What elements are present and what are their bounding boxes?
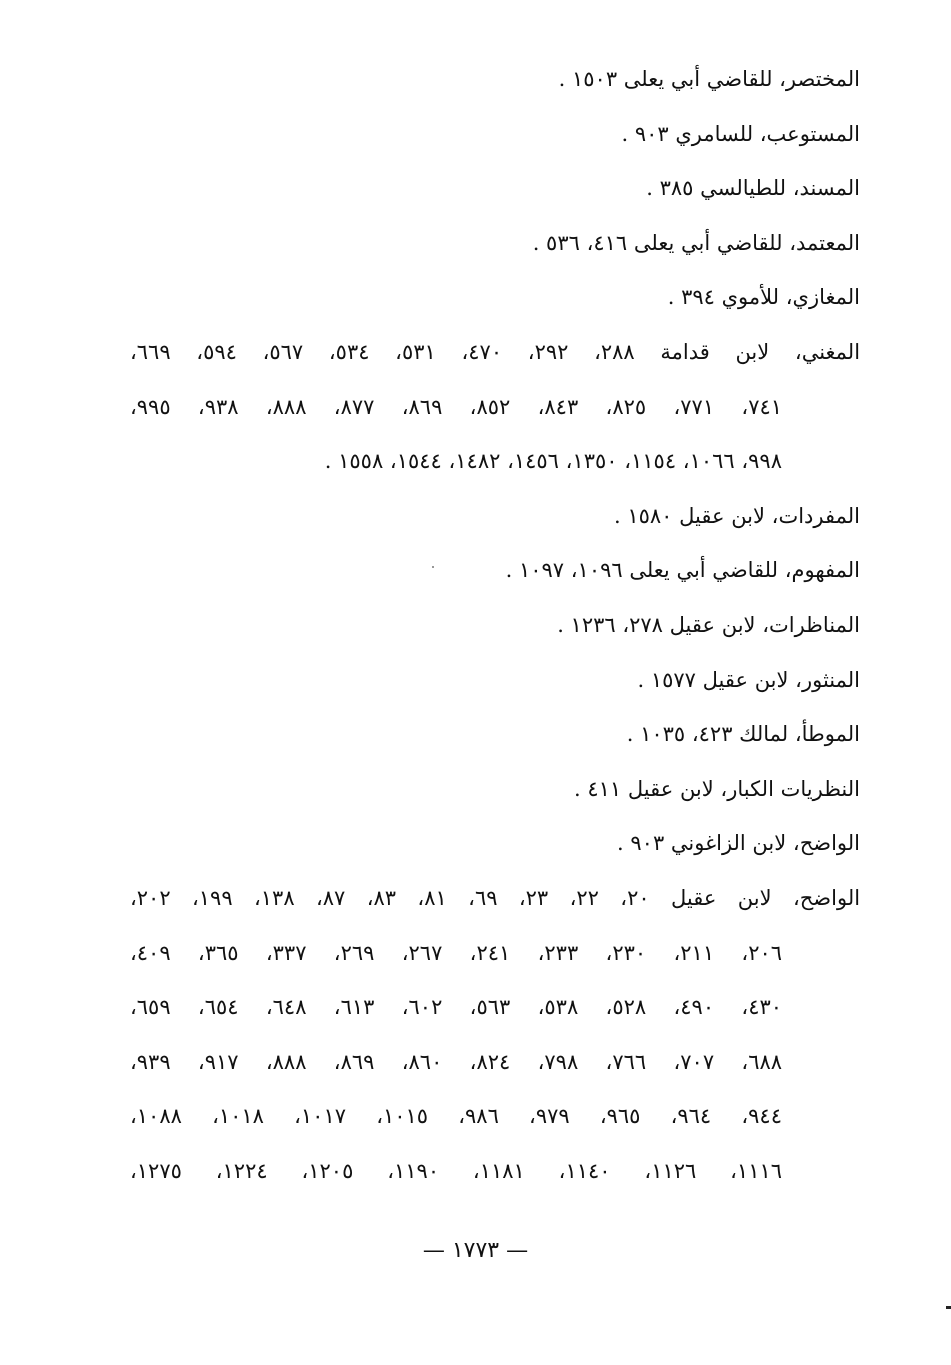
entry-wadih-aqil-continued-2: ٤٣٠، ٤٩٠، ٥٢٨، ٥٣٨، ٥٦٣، ٦٠٢، ٦١٣، ٦٤٨، ٦٥٤، ٦٥٩، bbox=[130, 995, 783, 1020]
entry-manthur: المنثور، لابن عقيل ١٥٧٧ . bbox=[637, 667, 860, 692]
entry-wadih-zaghuni: الواضح، لابن الزاغوني ٩٠٣ . bbox=[617, 831, 860, 856]
bibliography-index bbox=[130, 52, 860, 1198]
entry-mustawab: المستوعب، للسامري ٩٠٣ . bbox=[621, 121, 860, 146]
scan-speck bbox=[432, 566, 434, 568]
entry-mukhtasar: المختصر، للقاضي أبي يعلى ١٥٠٣ . bbox=[558, 67, 860, 91]
entry-wadih-aqil: الواضح، لابن عقيل ٢٠، ٢٢، ٢٣، ٦٩، ٨١، ٨٣، ٨٧، ١٣٨، ١٩٩، ٢٠٢، bbox=[130, 885, 860, 910]
entry-wadih-aqil-continued-4: ٩٤٤، ٩٦٤، ٩٦٥، ٩٧٩، ٩٨٦، ١٠١٥، ١٠١٧، ١٠١٨، ١٠٨٨، bbox=[130, 1104, 782, 1129]
entry-mufradat: المفردات، لابن عقيل ١٥٨٠ . bbox=[613, 503, 860, 528]
entry-wadih-aqil-continued-5: ١١١٦، ١١٢٦، ١١٤٠، ١١٨١، ١١٩٠، ١٢٠٥، ١٢٢٤، ١٢٧٥، bbox=[130, 1158, 783, 1183]
entry-mughni: المغني، لابن قدامة ٢٨٨، ٢٩٢، ٤٧٠، ٥٣١، ٥٣٤، ٥٦٧، ٥٩٤، ٦٦٩، bbox=[130, 339, 860, 364]
entry-mafhum: المفهوم، للقاضي أبي يعلى ١٠٩٦، ١٠٩٧ . bbox=[505, 558, 860, 583]
entry-maghazi: المغازي، للأموي ٣٩٤ . bbox=[667, 285, 860, 310]
entry-muwatta: الموطأ، لمالك ٤٢٣، ١٠٣٥ . bbox=[626, 722, 860, 747]
entry-munazarat: المناظرات، لابن عقيل ٢٧٨، ١٢٣٦ . bbox=[557, 612, 860, 637]
entry-mughni-continued-2: ٩٩٨، ١٠٦٦، ١١٥٤، ١٣٥٠، ١٤٥٦، ١٤٨٢، ١٥٤٤، ١٥٥٨ . bbox=[324, 449, 782, 474]
entry-nazariyat-kibar: النظريات الكبار، لابن عقيل ٤١١ . bbox=[574, 776, 860, 801]
entry-musnad: المسند، للطيالسي ٣٨٥ . bbox=[646, 176, 860, 201]
entry-wadih-aqil-continued-1: ٢٠٦، ٢١١، ٢٣٠، ٢٣٣، ٢٤١، ٢٦٧، ٢٦٩، ٣٣٧، ٣٦٥، ٤٠٩، bbox=[130, 940, 783, 965]
entry-mutamad: المعتمد، للقاضي أبي يعلى ٤١٦، ٥٣٦ . bbox=[532, 230, 860, 255]
entry-mughni-continued-1: ٧٤١، ٧٧١، ٨٢٥، ٨٤٣، ٨٥٢، ٨٦٩، ٨٧٧، ٨٨٨، ٩٣٨، ٩٩٥، bbox=[130, 394, 783, 419]
page-number: — ١٧٧٣ — bbox=[422, 1238, 529, 1263]
margin-mark bbox=[946, 1306, 951, 1309]
entry-wadih-aqil-continued-3: ٦٨٨، ٧٠٧، ٧٦٦، ٧٩٨، ٨٢٤، ٨٦٠، ٨٦٩، ٨٨٨، ٩١٧، ٩٣٩، bbox=[130, 1049, 783, 1074]
